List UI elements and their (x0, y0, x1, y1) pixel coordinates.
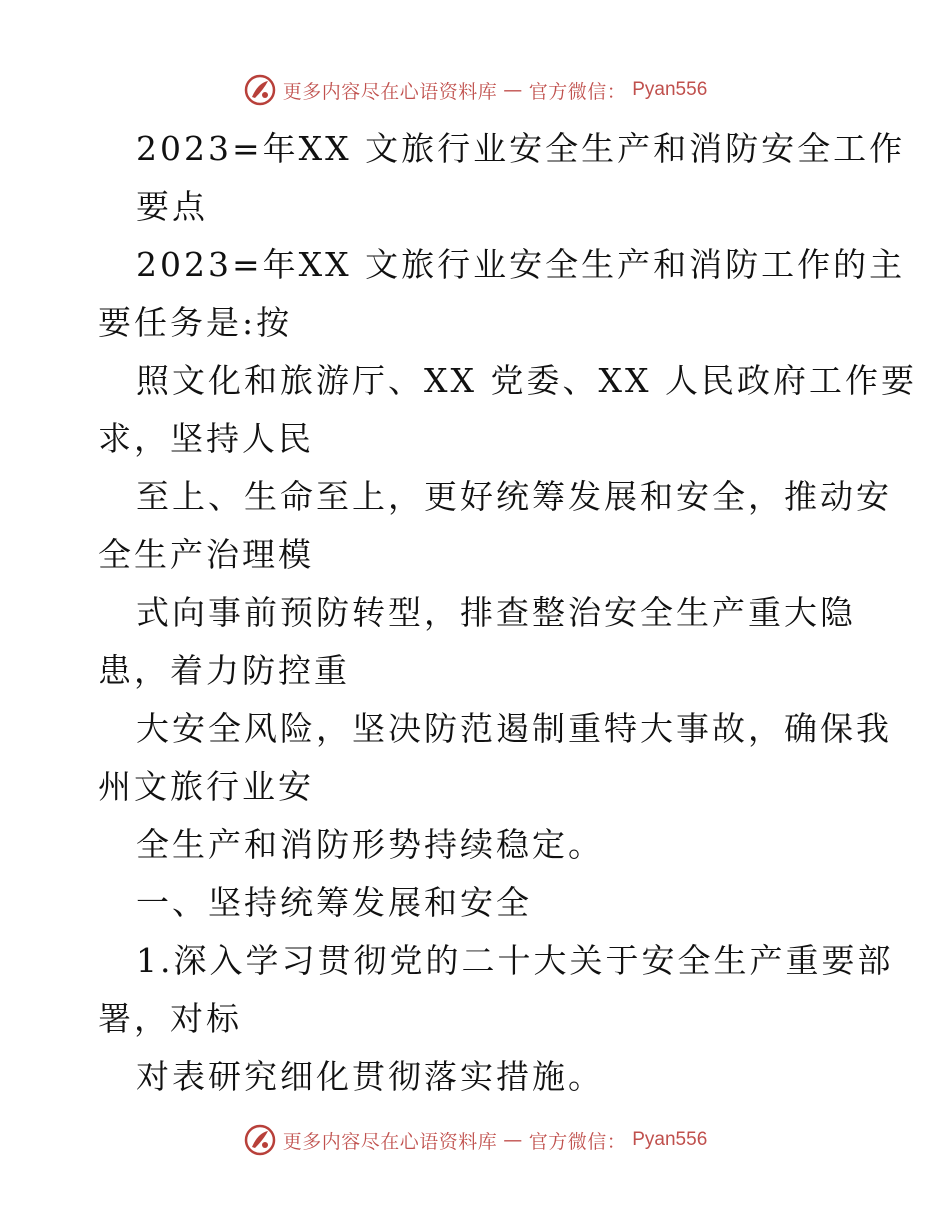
paragraph-line: 式向事前预防转型，排查整治安全生产重大隐 (136, 593, 856, 632)
section-heading: 一、坚持统筹发展和安全 (136, 883, 532, 922)
paragraph-line: 至上、生命至上，更好统筹发展和安全，推动安 (136, 477, 892, 516)
brand-logo-icon (243, 1123, 277, 1157)
list-item-line: 1.深入学习贯彻党的二十大关于安全生产重要部 (136, 941, 894, 980)
watermark-account: Pyan556 (632, 79, 708, 100)
paragraph-line: 州文旅行业安 (98, 767, 314, 806)
paragraph-line: 全生产和消防形势持续稳定。 (136, 825, 604, 864)
watermark-account: Pyan556 (632, 1129, 708, 1150)
footer-watermark (0, 1120, 950, 1160)
list-item-line: 署，对标 (98, 999, 242, 1038)
title-line-2: 要点 (136, 187, 208, 226)
header-watermark (0, 70, 950, 110)
paragraph-line: 患，着力防控重 (98, 651, 350, 690)
watermark-site: 更多内容尽在心语资料库 (282, 1130, 498, 1153)
watermark-label: 官方微信： (528, 1130, 627, 1153)
paragraph-line: 求，坚持人民 (98, 419, 314, 458)
paragraph-line: 2023=年XX 文旅行业安全生产和消防工作的主 (136, 245, 906, 284)
document-body (98, 120, 917, 1106)
watermark-label: 官方微信： (528, 80, 627, 103)
watermark-dash: — (503, 79, 523, 101)
brand-logo-icon (243, 73, 277, 107)
paragraph-line: 照文化和旅游厅、XX 党委、XX 人民政府工作要 (136, 361, 917, 400)
paragraph-line: 大安全风险，坚决防范遏制重特大事故，确保我 (136, 709, 892, 748)
watermark-dash: — (503, 1129, 523, 1151)
list-item-line: 对表研究细化贯彻落实措施。 (136, 1057, 604, 1096)
watermark-site: 更多内容尽在心语资料库 (282, 80, 498, 103)
title-line-1: 2023=年XX 文旅行业安全生产和消防安全工作 (136, 129, 906, 168)
paragraph-line: 要任务是:按 (98, 303, 293, 342)
paragraph-line: 全生产治理模 (98, 535, 314, 574)
